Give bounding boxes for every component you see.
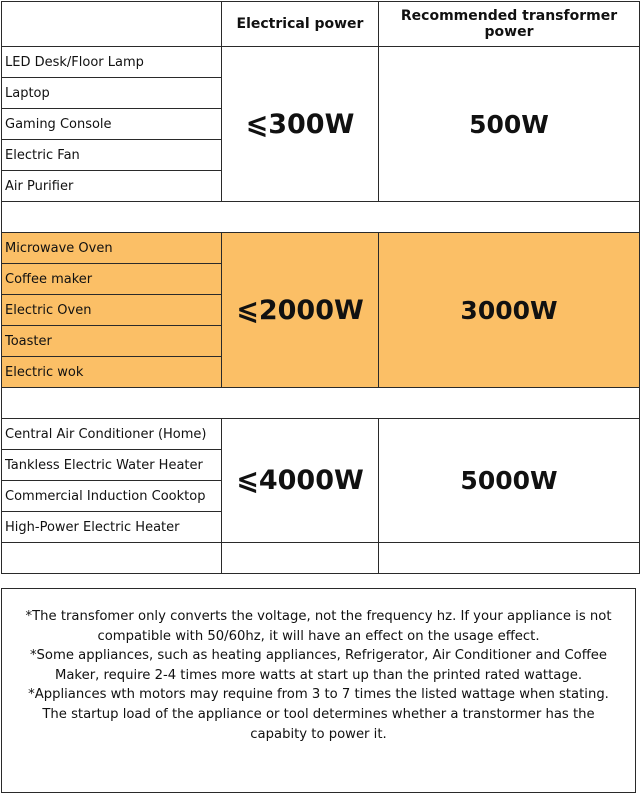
appliance-name: LED Desk/Floor Lamp <box>2 47 222 78</box>
header-electrical-power: Electrical power <box>222 2 379 47</box>
table-row <box>2 47 640 78</box>
appliance-name: Air Purifier <box>2 171 222 202</box>
appliance-name: Microwave Oven <box>2 233 222 264</box>
appliance-name: Electric Oven <box>2 295 222 326</box>
spacer-row <box>2 388 640 419</box>
appliance-name: Laptop <box>2 78 222 109</box>
table-row <box>2 419 640 450</box>
empty-row <box>2 543 640 574</box>
spacer-row <box>2 202 640 233</box>
table-row <box>2 233 640 264</box>
note-motor-load: *Appliances wth motors may requine from 3 to 7 times the listed wattage when stating. The startup load of the appliance or tool determines whether a transtormer has the capabity to power it. <box>28 687 609 742</box>
header-recommended-power: Recommended transformer power <box>379 2 640 47</box>
appliance-name: Tankless Electric Water Heater <box>2 450 222 481</box>
recommended-power-value: 500W <box>379 47 640 202</box>
recommended-power-value: 5000W <box>379 419 640 543</box>
notes-box <box>1 588 636 793</box>
electrical-power-value: ⩽4000W <box>222 419 379 543</box>
appliance-name: Commercial Induction Cooktop <box>2 481 222 512</box>
appliance-name: Gaming Console <box>2 109 222 140</box>
appliance-name: Central Air Conditioner (Home) <box>2 419 222 450</box>
electrical-power-value: ⩽300W <box>222 47 379 202</box>
appliance-name: Electric Fan <box>2 140 222 171</box>
header-row <box>2 2 640 47</box>
appliance-name: Toaster <box>2 326 222 357</box>
electrical-power-value: ⩽2000W <box>222 233 379 388</box>
note-frequency: *The transfomer only converts the voltage, not the frequency hz. If your appliance is not compatible with 50/60hz, it will have an effect on the usage effect. <box>25 609 612 644</box>
appliance-name: Electric wok <box>2 357 222 388</box>
appliance-name: High-Power Electric Heater <box>2 512 222 543</box>
header-appliance <box>2 2 222 47</box>
recommended-power-value: 3000W <box>379 233 640 388</box>
note-startup-watts: *Some appliances, such as heating appliances, Refrigerator, Air Conditioner and Coffee Maker, require 2-4 times more watts at start up than the printed rated wattage. <box>29 648 608 683</box>
appliance-name: Coffee maker <box>2 264 222 295</box>
power-table <box>1 1 640 574</box>
